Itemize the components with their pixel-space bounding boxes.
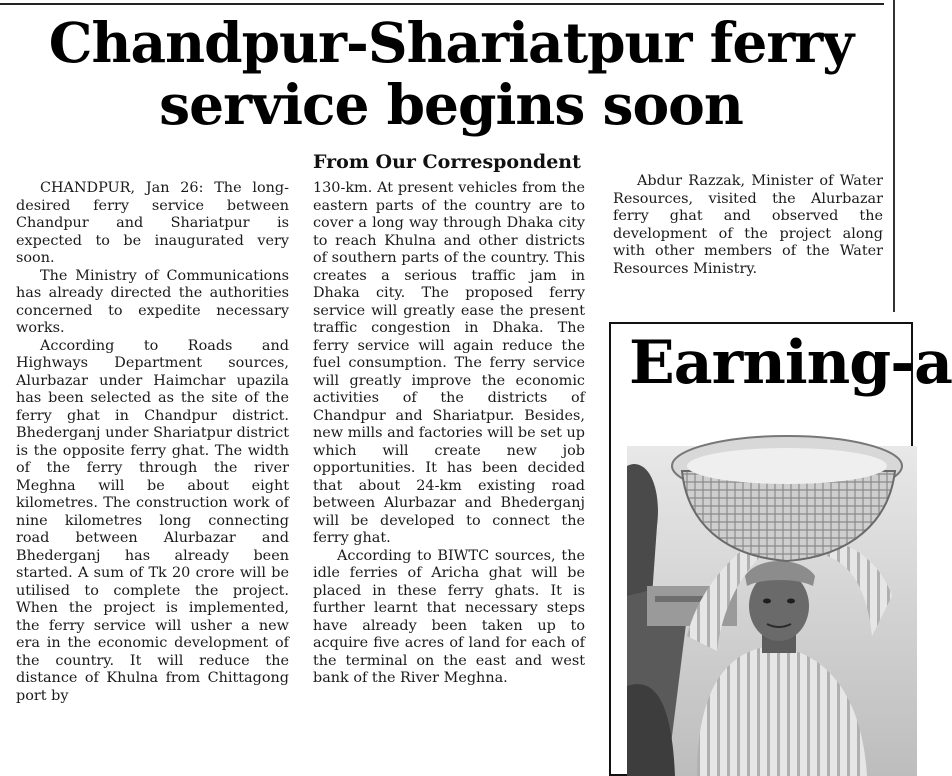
headline-line-1: Chandpur-Shariatpur ferry bbox=[48, 10, 854, 75]
article-column-2 bbox=[313, 180, 585, 688]
sidebar-story-box bbox=[609, 322, 952, 776]
paragraph: Abdur Razzak, Minister of Water Resources, visited the Alurbazar ferry ghat and observed the development of the project along with other members of the Water Resources Ministry. bbox=[613, 173, 883, 277]
top-rule bbox=[0, 3, 884, 5]
article-headline bbox=[0, 12, 902, 136]
news-photo bbox=[627, 446, 917, 776]
sidebar-story-headline: Earning-a bbox=[629, 328, 952, 398]
paragraph: According to Roads and Highways Department sources, Alurbazar under Haimchar upazila has been selected as the site of the ferry ghat in Chandpur district. Bhederganj under Shariatpur district is the opposite ferry ghat. The width of the ferry through the river Meghna will be about eight kilometres. The construction work of nine kilometres long connecting road between Alurbazar and Bhederganj has already been started. A sum of Tk 20 crore will be utilised to complete the project. When the project is implemented, the ferry service will usher a new era in the economic development of the country. It will reduce the distance of Khulna from Chittagong port by bbox=[16, 337, 289, 704]
paragraph: CHANDPUR, Jan 26: The long-desired ferry service between Chandpur and Shariatpur is expected to be inaugurated very soon. bbox=[16, 180, 289, 266]
paragraph: 130-km. At present vehicles from the eastern parts of the country are to cover a long way through Dhaka city to reach Khulna and other districts of southern parts of the country. This creates a serious traffic jam in Dhaka city. The proposed ferry service will greatly ease the present traffic congestion in Dhaka. The ferry service will again reduce the fuel consumption. The ferry service will greatly improve the economic activities of the districts of Chandpur and Shariatpur. Besides, new mills and factories will be set up which will create new job opportunities. It has been decided that about 24-km existing road between Alurbazar and Bhederganj will be developed to connect the ferry ghat. bbox=[313, 180, 585, 546]
headline-line-2: service begins soon bbox=[159, 72, 743, 137]
paragraph: According to BIWTC sources, the idle ferries of Aricha ghat will be placed in these ferry ghats. It is further learnt that necessary steps have already been taken up to acquire five acres of land for each of the terminal on the east and west bank of the River Meghna. bbox=[313, 547, 585, 686]
paragraph: The Ministry of Communications has already directed the authorities concerned to expedite necessary works. bbox=[16, 267, 289, 336]
article-column-3 bbox=[613, 173, 883, 278]
byline: From Our Correspondent bbox=[313, 151, 581, 173]
article-column-1 bbox=[16, 180, 289, 705]
